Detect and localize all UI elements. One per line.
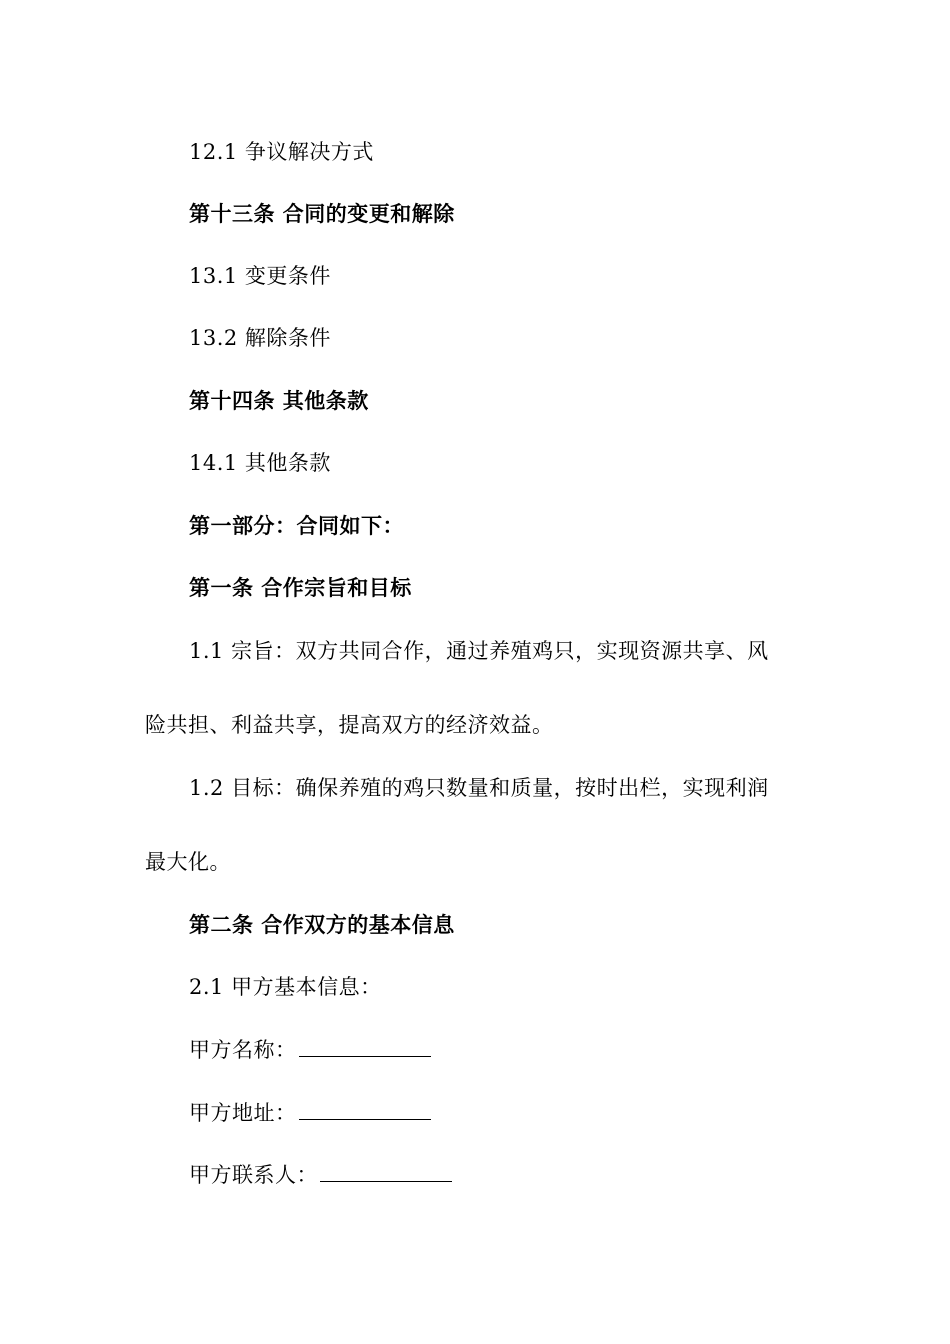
clause-1-2-line2: 最大化。	[145, 850, 231, 874]
party-a-address-blank[interactable]	[299, 1097, 431, 1120]
article-1-heading: 第一条 合作宗旨和目标	[189, 575, 412, 600]
clause-12-1: 12.1 争议解决方式	[189, 140, 374, 164]
clause-1-1-line2: 险共担、利益共享，提高双方的经济效益。	[145, 713, 554, 737]
clause-2-1: 2.1 甲方基本信息：	[189, 975, 382, 999]
party-a-contact-label: 甲方联系人：	[189, 1163, 318, 1187]
clause-1-2-line1: 1.2 目标：确保养殖的鸡只数量和质量，按时出栏，实现利润	[189, 776, 769, 800]
article-14-heading: 第十四条 其他条款	[189, 388, 369, 413]
clause-13-1: 13.1 变更条件	[189, 264, 331, 288]
party-a-address-label: 甲方地址：	[189, 1101, 297, 1125]
party-a-contact-blank[interactable]	[320, 1159, 452, 1182]
party-a-name-blank[interactable]	[299, 1034, 431, 1057]
party-a-address-row	[189, 1097, 431, 1128]
part-one-heading: 第一部分：合同如下：	[189, 513, 404, 538]
clause-13-2: 13.2 解除条件	[189, 326, 331, 350]
clause-1-1-line1: 1.1 宗旨：双方共同合作，通过养殖鸡只，实现资源共享、风	[189, 639, 769, 663]
party-a-name-row	[189, 1034, 431, 1065]
article-13-heading: 第十三条 合同的变更和解除	[189, 201, 455, 226]
party-a-contact-row	[189, 1159, 452, 1190]
party-a-name-label: 甲方名称：	[189, 1038, 297, 1062]
clause-14-1: 14.1 其他条款	[189, 451, 331, 475]
article-2-heading: 第二条 合作双方的基本信息	[189, 912, 455, 937]
